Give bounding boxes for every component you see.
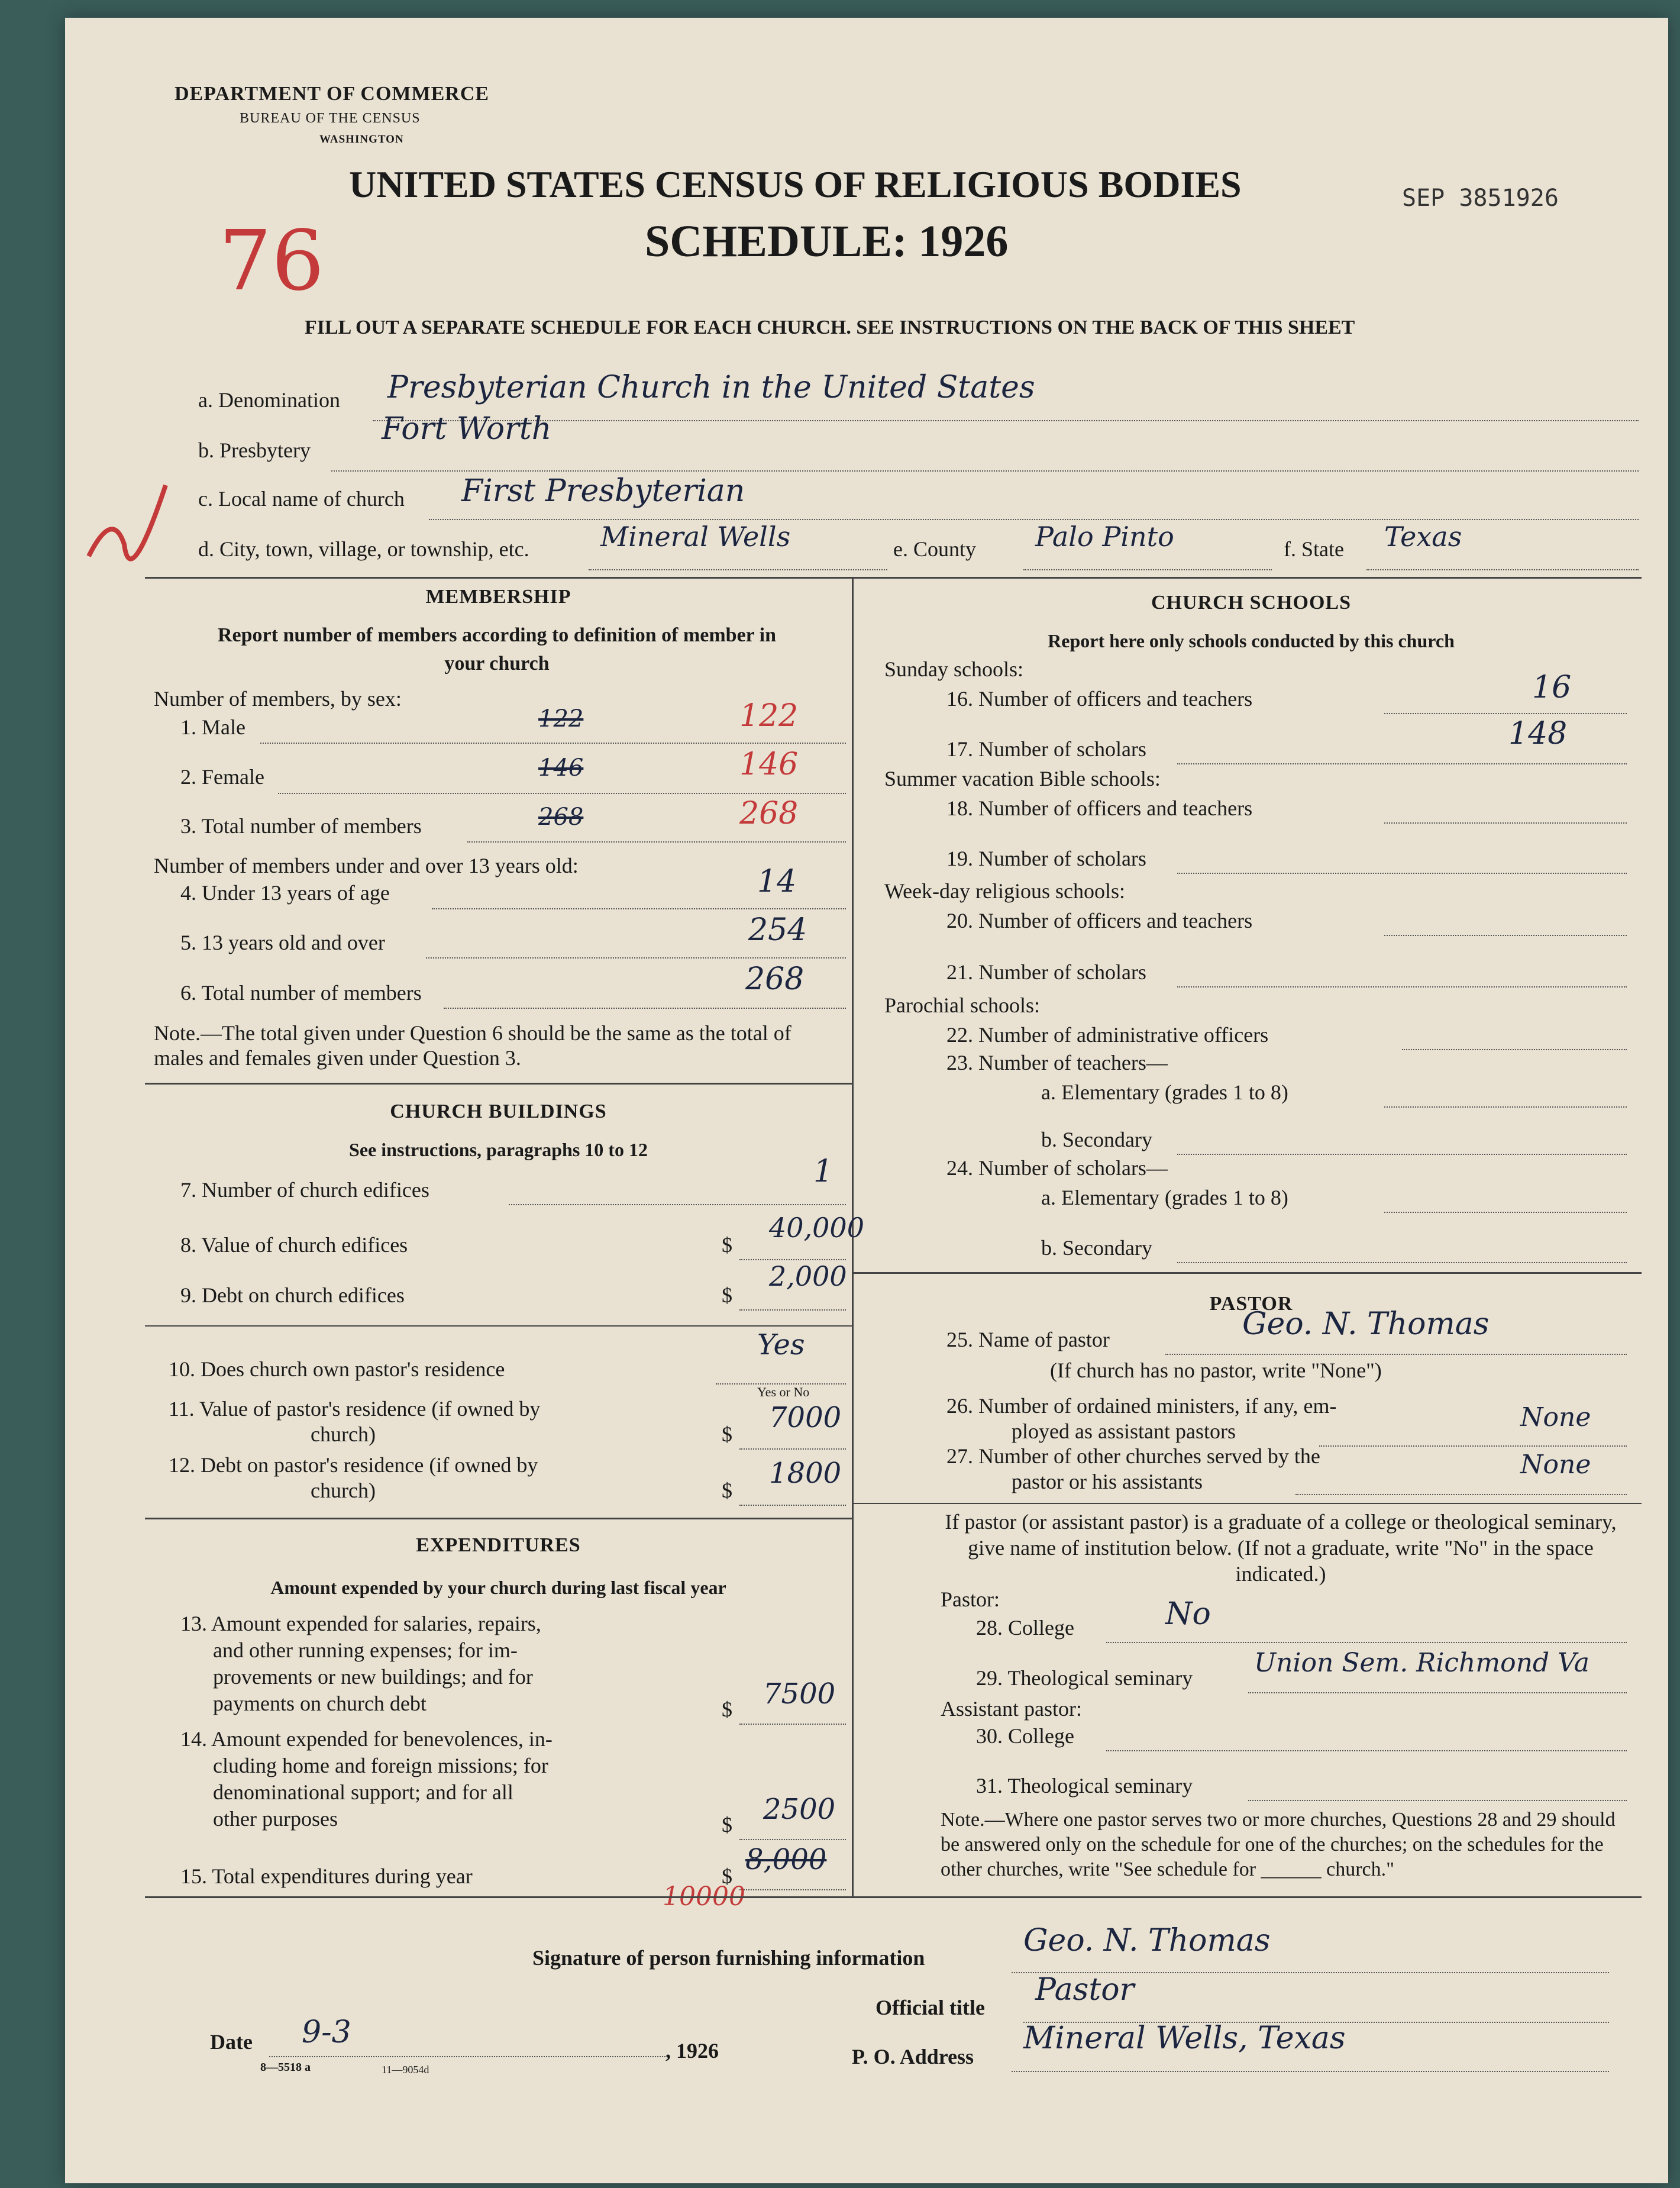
q19-label: 19. Number of scholars bbox=[946, 847, 1146, 870]
q13-line4: payments on church debt bbox=[213, 1692, 427, 1715]
owns-residence-value: Yes bbox=[757, 1328, 805, 1361]
q23a-label: a. Elementary (grades 1 to 8) bbox=[1041, 1080, 1288, 1104]
pastor-name-value: Geo. N. Thomas bbox=[1242, 1306, 1490, 1342]
edifices-debt-label: 9. Debt on church edifices bbox=[180, 1283, 405, 1307]
membership-intro: Report number of members according to definition of member in your church bbox=[217, 624, 776, 675]
pastor-note: Note.—Where one pastor serves two or more churches, Questions 28 and 29 should be answered only on the schedule for one of the churches; on the schedules for the other churches, write "See schedule for ______ church." bbox=[941, 1809, 1616, 1880]
q17-value: 148 bbox=[1508, 716, 1568, 751]
q24b-label: b. Secondary bbox=[1041, 1236, 1152, 1260]
membership-note: Note.—The total given under Question 6 should be the same as the total of males and females given under Question 3. bbox=[154, 1021, 791, 1070]
q26-value: None bbox=[1520, 1402, 1591, 1432]
q29-value: Union Sem. Richmond Va bbox=[1254, 1648, 1590, 1678]
female-original: 146 bbox=[538, 754, 584, 782]
date-label: Date bbox=[210, 2030, 253, 2054]
q14-line4: other purposes bbox=[213, 1807, 338, 1831]
q14-line3: denominational support; and for all bbox=[213, 1780, 513, 1804]
residence-value-label-2: church) bbox=[311, 1422, 376, 1446]
edifices-debt-value: 2,000 bbox=[769, 1260, 847, 1292]
total-members-6-value: 268 bbox=[745, 961, 805, 997]
sunday-schools-label: Sunday schools: bbox=[884, 657, 1024, 681]
pastor-name-label: 25. Name of pastor bbox=[946, 1328, 1110, 1351]
q13-line2: and other running expenses; for im- bbox=[213, 1638, 518, 1662]
print-number: 11—9054d bbox=[382, 2064, 429, 2076]
q14-line2: cluding home and foreign missions; for bbox=[213, 1754, 548, 1777]
male-label: 1. Male bbox=[180, 715, 245, 739]
total-members-original: 268 bbox=[538, 803, 584, 831]
q26-line2: ployed as assistant pastors bbox=[1012, 1419, 1236, 1443]
dollar-sign: $ bbox=[722, 1864, 732, 1888]
residence-debt-label-2: church) bbox=[311, 1479, 376, 1502]
q22-label: 22. Number of administrative officers bbox=[946, 1023, 1269, 1047]
po-address-value: Mineral Wells, Texas bbox=[1023, 2021, 1346, 2056]
official-title-value: Pastor bbox=[1035, 1972, 1135, 2008]
dollar-sign: $ bbox=[722, 1283, 732, 1307]
date-value: 9-3 bbox=[302, 2015, 351, 2050]
total-members-label: 3. Total number of members bbox=[180, 814, 422, 838]
date-year: , 1926 bbox=[665, 2039, 719, 2063]
denomination-value: Presbyterian Church in the United States bbox=[387, 370, 1035, 405]
denomination-label: a. Denomination bbox=[198, 388, 340, 412]
dollar-sign: $ bbox=[722, 1698, 732, 1721]
q13-line1: 13. Amount expended for salaries, repairs, bbox=[180, 1612, 541, 1635]
pastor-name-note: (If church has no pastor, write "None") bbox=[1050, 1358, 1382, 1382]
q15-original: 8,000 bbox=[745, 1843, 827, 1876]
instruction-line: FILL OUT A SEPARATE SCHEDULE FOR EACH CHURCH. SEE INSTRUCTIONS ON THE BACK OF THIS SHEET bbox=[305, 317, 1355, 338]
signature-value: Geo. N. Thomas bbox=[1023, 1923, 1271, 1958]
form-number: 8—5518 a bbox=[260, 2061, 311, 2074]
city-label: d. City, town, village, or township, etc. bbox=[198, 537, 529, 561]
male-original: 122 bbox=[538, 705, 584, 732]
buildings-heading: CHURCH BUILDINGS bbox=[390, 1101, 607, 1122]
edifices-value-value: 40,000 bbox=[769, 1212, 864, 1244]
pastor-heading: PASTOR bbox=[1209, 1293, 1293, 1315]
dollar-sign: $ bbox=[722, 1479, 732, 1502]
age-intro-label: Number of members under and over 13 years old: bbox=[154, 854, 579, 877]
q30-label: 30. College bbox=[976, 1724, 1074, 1748]
over-13-value: 254 bbox=[748, 912, 807, 948]
pastor-subheading: Pastor: bbox=[941, 1587, 1000, 1611]
church-name-value: First Presbyterian bbox=[461, 473, 745, 509]
census-form-sheet bbox=[65, 18, 1668, 2183]
edifices-value-label: 8. Value of church edifices bbox=[180, 1233, 408, 1257]
under-13-label: 4. Under 13 years of age bbox=[180, 881, 390, 905]
q16-value: 16 bbox=[1532, 670, 1572, 705]
residence-value-value: 7000 bbox=[769, 1401, 842, 1434]
total-members-value: 268 bbox=[739, 796, 799, 831]
summer-schools-label: Summer vacation Bible schools: bbox=[884, 767, 1161, 790]
county-label: e. County bbox=[893, 537, 976, 561]
official-title-label: Official title bbox=[875, 1996, 985, 2019]
schools-subheading: Report here only schools conducted by this church bbox=[1048, 630, 1455, 651]
q23-label: 23. Number of teachers— bbox=[946, 1051, 1168, 1074]
state-value: Texas bbox=[1384, 521, 1462, 553]
q28-value: No bbox=[1165, 1596, 1211, 1632]
weekday-schools-label: Week-day religious schools: bbox=[884, 879, 1126, 903]
schools-heading: CHURCH SCHOOLS bbox=[1151, 592, 1351, 614]
female-value: 146 bbox=[739, 747, 799, 782]
residence-value-label: 11. Value of pastor's residence (if owned by bbox=[169, 1397, 541, 1421]
bureau-heading: BUREAU OF THE CENSUS bbox=[240, 111, 421, 126]
residence-debt-label: 12. Debt on pastor's residence (if owned by bbox=[169, 1453, 538, 1477]
expenditures-heading: EXPENDITURES bbox=[416, 1534, 581, 1556]
dollar-sign: $ bbox=[722, 1233, 732, 1257]
q13-value: 7500 bbox=[763, 1677, 836, 1711]
owns-residence-label: 10. Does church own pastor's residence bbox=[169, 1357, 505, 1381]
signature-label: Signature of person furnishing information bbox=[532, 1946, 925, 1970]
edifices-count-value: 1 bbox=[813, 1154, 833, 1189]
received-stamp: SEP 3851926 bbox=[1402, 185, 1559, 212]
city-value: Mineral Wells bbox=[600, 521, 791, 553]
graduate-note: If pastor (or assistant pastor) is a graduate of a college or theological seminary, give name of institution below. (If not a graduate, write "No" in the space indicated.) bbox=[945, 1510, 1617, 1586]
department-heading: DEPARTMENT OF COMMERCE bbox=[175, 83, 490, 105]
q26-line1: 26. Number of ordained ministers, if any, em- bbox=[946, 1394, 1337, 1418]
q17-label: 17. Number of scholars bbox=[946, 737, 1146, 761]
residence-debt-value: 1800 bbox=[769, 1457, 842, 1490]
q21-label: 21. Number of scholars bbox=[946, 960, 1146, 984]
q28-label: 28. College bbox=[976, 1616, 1074, 1640]
q15-label: 15. Total expenditures during year bbox=[180, 1864, 473, 1888]
q18-label: 18. Number of officers and teachers bbox=[946, 796, 1253, 820]
under-13-value: 14 bbox=[757, 864, 797, 899]
form-title: UNITED STATES CENSUS OF RELIGIOUS BODIES bbox=[349, 163, 1242, 205]
q27-line1: 27. Number of other churches served by the bbox=[946, 1444, 1320, 1468]
q20-label: 20. Number of officers and teachers bbox=[946, 909, 1253, 932]
q29-label: 29. Theological seminary bbox=[976, 1666, 1193, 1690]
q23b-label: b. Secondary bbox=[1041, 1128, 1152, 1151]
dollar-sign: $ bbox=[722, 1422, 732, 1446]
q15-value: 10000 bbox=[663, 1882, 745, 1912]
q14-value: 2500 bbox=[763, 1793, 836, 1826]
corner-number: 76 bbox=[219, 213, 325, 309]
over-13-label: 5. 13 years old and over bbox=[180, 931, 385, 954]
state-label: f. State bbox=[1284, 537, 1344, 561]
assistant-pastor-subheading: Assistant pastor: bbox=[941, 1697, 1082, 1721]
q13-line3: provements or new buildings; and for bbox=[213, 1665, 533, 1689]
church-name-label: c. Local name of church bbox=[198, 487, 405, 511]
buildings-subheading: See instructions, paragraphs 10 to 12 bbox=[349, 1139, 648, 1160]
male-value: 122 bbox=[739, 698, 799, 734]
q31-label: 31. Theological seminary bbox=[976, 1774, 1193, 1797]
q16-label: 16. Number of officers and teachers bbox=[946, 687, 1253, 711]
dollar-sign: $ bbox=[722, 1813, 732, 1837]
female-label: 2. Female bbox=[180, 765, 264, 789]
q24-label: 24. Number of scholars— bbox=[946, 1156, 1168, 1180]
county-value: Palo Pinto bbox=[1035, 521, 1174, 553]
presbytery-value: Fort Worth bbox=[382, 411, 552, 447]
q14-line1: 14. Amount expended for benevolences, in- bbox=[180, 1727, 553, 1751]
members-by-sex-label: Number of members, by sex: bbox=[154, 687, 402, 711]
q24a-label: a. Elementary (grades 1 to 8) bbox=[1041, 1186, 1288, 1209]
total-members-6-label: 6. Total number of members bbox=[180, 981, 422, 1005]
edifices-count-label: 7. Number of church edifices bbox=[180, 1178, 429, 1202]
q27-value: None bbox=[1520, 1450, 1591, 1480]
yes-no-hint: Yes or No bbox=[757, 1385, 810, 1399]
q27-line2: pastor or his assistants bbox=[1012, 1470, 1203, 1493]
presbytery-label: b. Presbytery bbox=[198, 438, 311, 462]
expenditures-subheading: Amount expended by your church during last fiscal year bbox=[270, 1577, 726, 1598]
parochial-schools-label: Parochial schools: bbox=[884, 993, 1040, 1017]
po-address-label: P. O. Address bbox=[852, 2045, 974, 2068]
city-heading: WASHINGTON bbox=[319, 133, 404, 146]
schedule-title: SCHEDULE: 1926 bbox=[645, 217, 1009, 266]
membership-heading: MEMBERSHIP bbox=[425, 586, 571, 608]
